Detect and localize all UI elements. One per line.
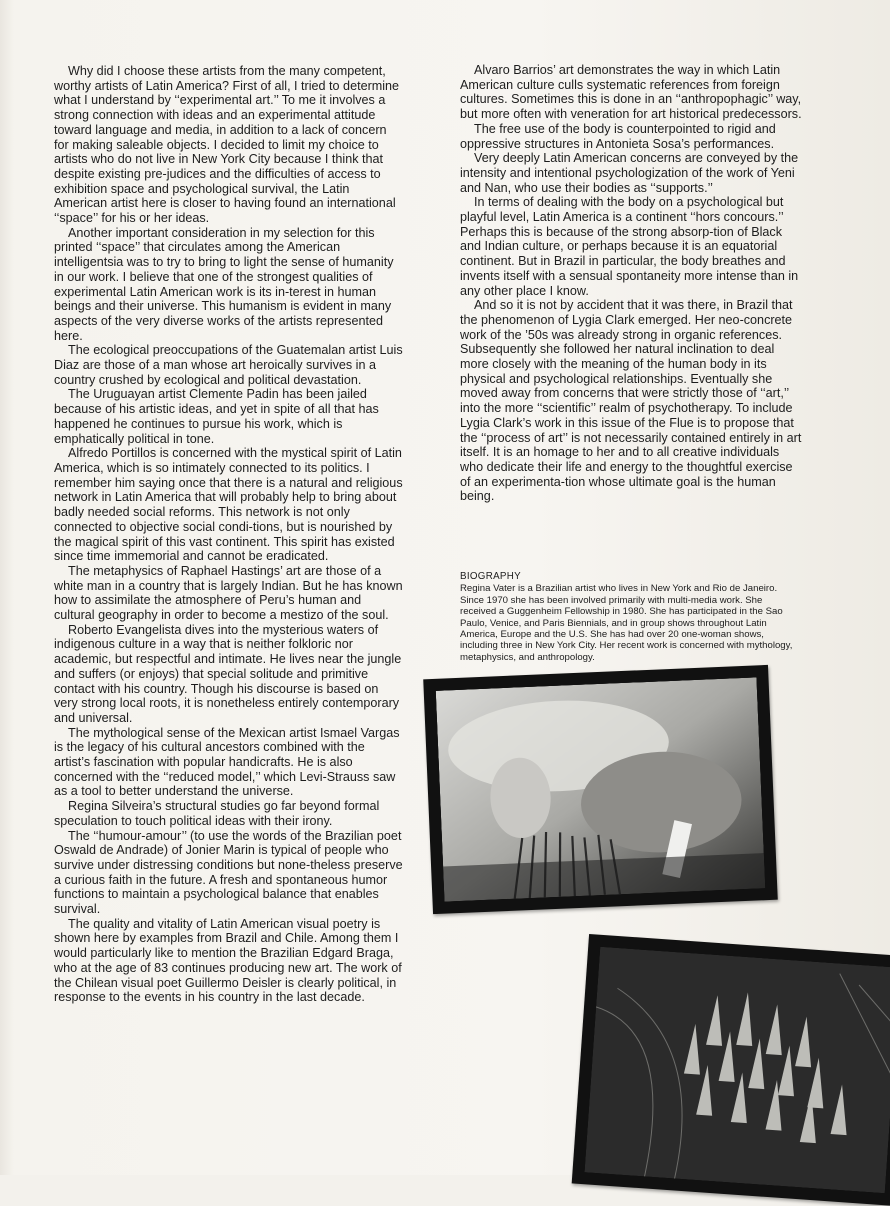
paragraph: The ecological preoccupations of the Guatemalan artist Luis Diaz are those of a man whose art heroically survives in a country crushed by ecological and political devastation. bbox=[54, 343, 403, 387]
photo-hand-sculpture-image bbox=[436, 677, 766, 901]
paragraph: The metaphysics of Raphael Hastings’ art are those of a white man in a country that is largely Indian. But he has known how to assimilate the atmosphere of Peru’s human and cultural geography in order to become a mestizo of the soul. bbox=[54, 563, 403, 623]
paragraph: In terms of dealing with the body on a psychological but playful level, Latin America is a continent ‘‘hors concours.’’ Perhaps this is because of the strong absorp-tion of Black and Indian culture, or perhaps because it is an equatorial continent. But in Brazil in particular, the body breathes and invents itself with a sensual spontaneity more intense than in any other place I know. bbox=[460, 195, 799, 298]
paragraph: The quality and vitality of Latin American visual poetry is shown here by examples from Brazil and Chile. Among them I would particularly like to mention the Brazilian Edgard Braga, who at the age of 83 continues producing new art. The work of the Chilean visual poet Guillermo Deisler is clearly political, in response to the events in his country in the last decade. bbox=[54, 916, 402, 1005]
paragraph: The mythological sense of the Mexican artist Ismael Vargas is the legacy of his cultural ancestors combined with the artist’s fascination with popular handicrafts. He is also concerned with the ‘‘reduced model,’’ which Levi-Strauss saw as a tool to better understand the universe. bbox=[54, 725, 400, 799]
photo-tack-sculpture bbox=[572, 934, 890, 1206]
left-text-column bbox=[54, 64, 404, 1005]
paragraph: The free use of the body is counterpointed to rigid and oppressive structures in Antonieta Sosa’s performances. bbox=[460, 121, 776, 151]
paragraph: Alvaro Barrios’ art demonstrates the way in which Latin American culture culls systematic references from foreign cultures. Sometimes this is done in an ‘‘anthropophagic’’ way, but more often with veneration for art historical predecessors. bbox=[460, 63, 802, 122]
paragraph: Very deeply Latin American concerns are conveyed by the intensity and intentional psychologization of the work of Yeni and Nan, who use their bodies as ‘‘supports.’’ bbox=[460, 151, 799, 195]
paragraph: Another important consideration in my selection for this printed ‘‘space’’ that circulates among the American intelligentsia was to try to bring to light the sense of humanity in our work. I believe that one of the strongest qualities of experimental Latin American work is its in-terest in human beings and their universe. This humanism is evident in many aspects of the very diverse works of the artists represented here. bbox=[54, 225, 394, 343]
paragraph: The ‘‘humour-amour’’ (to use the words of the Brazilian poet Oswald de Andrade) of Jonier Marin is typical of people who survive under distressing conditions but none-theless preserve a curious faith in the future. A fresh and spontaneous humor functions to maintain a psychological balance that enables survival. bbox=[54, 828, 403, 917]
paragraph: Alfredo Portillos is concerned with the mystical spirit of Latin America, which is so intimately connected to its politics. I remember him saying once that there is a natural and religious network in Latin America that will probably help to bring about badly needed social reforms. This network is not only connected to objective social condi-tions, but is nourished by the magical spirit of this vast continent. This spirit has existed since time immemorial and cannot be eradicated. bbox=[54, 446, 403, 564]
photo-hand-sculpture bbox=[423, 665, 778, 914]
right-text-column bbox=[460, 63, 805, 504]
paragraph: Why did I choose these artists from the many competent, worthy artists of Latin America? First of all, I tried to determine what I understand by ‘‘experimental art.’’ To me it involves a strong connection with ideas and an experimental attitude toward language and media, in addition to a lack of concern for making saleable objects. I decided to limit my choice to artists who do not live in New York City because I think that despite existing pre-judices and the difficulties of access to exhibition space and psychological survival, the Latin American artist here is closer to having found an international ‘‘space’’ for his or her ideas. bbox=[54, 64, 400, 226]
biography-heading: BIOGRAPHY bbox=[460, 571, 521, 582]
biography-block bbox=[460, 571, 795, 663]
paragraph: Roberto Evangelista dives into the mysterious waters of indigenous culture in a way that is neither folkloric nor academic, but respectful and intimate. He lives near the jungle and suffers (or enjoys) that special solitude and primitive contact with his country. Though his discourse is based on very strong local roots, it is nonetheless entirely contemporary and universal. bbox=[54, 622, 402, 725]
paragraph: The Uruguayan artist Clemente Padin has been jailed because of his artistic ideas, and yet in spite of all that has happened he continues to pursue his work, which is emphatically political in tone. bbox=[54, 387, 379, 446]
biography-text: Regina Vater is a Brazilian artist who lives in New York and Rio de Janeiro. Since 1970 she has been involved primarily with multi-media work. She received a Guggenheim Fellowship in 1980. She has participated in the Sao Paulo, Venice, and Paris Biennials, and in group shows throughout Latin America, Europe and the U.S. She has had over 20 one-woman shows, including three in New York City. Her recent work is concerned with mythology, metaphysics, and anthropology. bbox=[460, 583, 793, 663]
paragraph: And so it is not by accident that it was there, in Brazil that the phenomenon of Lygia Clark emerged. Her neo-concrete work of the ’50s was already strong in organic references. Subsequently she followed her natural inclination to deal more closely with the meaning of the human body in its physical and psychological relationships. Eventually she moved away from concerns that were strictly those of ‘‘art,’’ into the more ‘‘scientific’’ realm of psychotherapy. To include Lygia Clark’s work in this issue of the Flue is to propose that the ‘‘process of art’’ is not necessarily contained entirely in art itself. It is an homage to her and to all creative individuals who dedicate their life and energy to the thoughtful exercise of an experimenta-tion whose ultimate goal is the human being. bbox=[460, 298, 802, 504]
photo-tack-sculpture-image bbox=[584, 947, 890, 1193]
paragraph: Regina Silveira’s structural studies go far beyond formal speculation to touch political ideas with their irony. bbox=[54, 799, 380, 828]
